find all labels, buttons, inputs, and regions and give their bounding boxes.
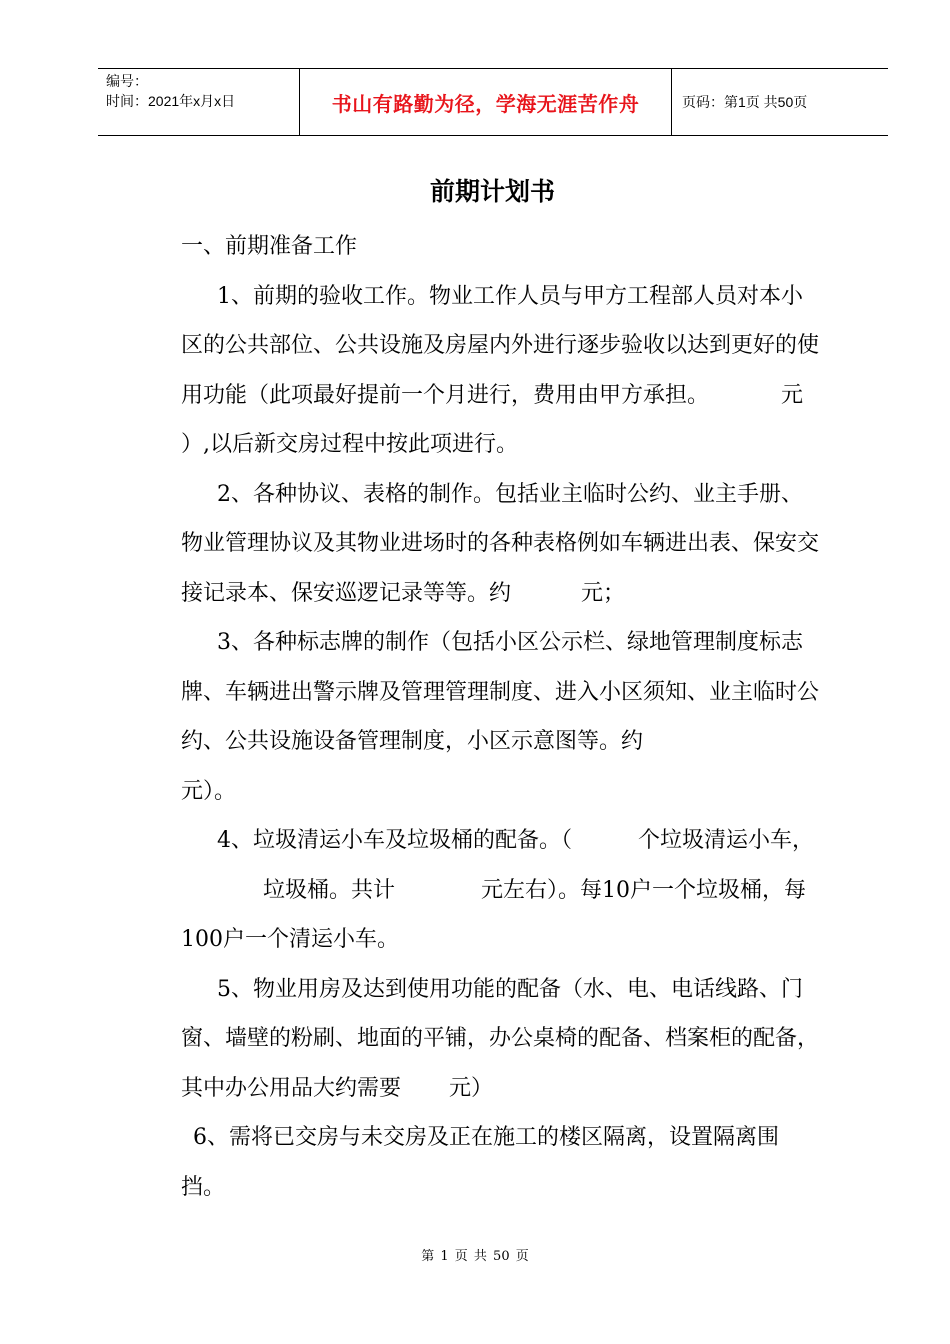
item2-text-a: 2、各种协议、表格的制作。包括业主临时公约、业主手册、物业管理协议及其物业进场时的各种表格例如车辆进出表、保安交接记录本、保安巡逻记录等等。约 xyxy=(181,481,820,606)
page-info-text: 页码：第1页 共50页 xyxy=(682,94,808,110)
date-label: 时间：2021年x月x日 xyxy=(106,93,236,109)
item2-text-b: 元； xyxy=(581,580,626,606)
item5-text-a: 5、物业用房及达到使用功能的配备（水、电、电话线路、门窗、墙壁的粉刷、地面的平铺，办公桌椅的配备、档案柜的配备，其中办公用品大约需要 xyxy=(181,976,820,1101)
page-footer: 第 1 页 共 50 页 xyxy=(421,1249,529,1264)
section-heading: 一、前期准备工作 xyxy=(181,234,358,259)
item5-text-b: 元） xyxy=(449,1075,494,1101)
item6-text: 6、需将已交房与未交房及正在施工的楼区隔离，设置隔离围挡。 xyxy=(181,1125,779,1200)
header-page-info xyxy=(672,69,888,135)
item3-continuation xyxy=(181,767,821,817)
paragraph-item-6 xyxy=(181,1113,821,1212)
item4-text-c: 垃圾桶。共计 xyxy=(263,877,396,903)
paragraph-item-5 xyxy=(181,965,821,1114)
header-meta xyxy=(98,69,300,135)
item1-text-b: 元 ）,以后新交房过程中按此项进行。 xyxy=(181,382,804,457)
header-motto-cell xyxy=(300,69,672,135)
item1-text-a: 1、前期的验收工作。物业工作人员与甲方工程部人员对本小区的公共部位、公共设施及房屋内外进行逐步验收以达到更好的使用功能（此项最好提前一个月进行，费用由甲方承担。 xyxy=(181,283,820,408)
paragraph-item-4 xyxy=(181,816,821,965)
page-header xyxy=(98,68,888,136)
item3-text-a: 3、各种标志牌的制作（包括小区公示栏、绿地管理制度标志牌、车辆进出警示牌及管理管理制度、进入小区须知、业主临时公约、公共设施设备管理制度，小区示意图等。约 xyxy=(181,630,820,754)
item3-text-b: 元）。 xyxy=(181,778,237,804)
paragraph-item-3 xyxy=(181,618,821,767)
item4-text-b: 个垃圾清运小车， xyxy=(638,828,815,853)
paragraph-item-2 xyxy=(181,470,821,619)
paragraph-item-1 xyxy=(181,272,821,470)
item4-text-a: 4、垃圾清运小车及垃圾桶的配备。（ xyxy=(217,828,572,853)
document-body xyxy=(181,222,821,1212)
item4-text-d: 元左右）。每10户一个垃圾桶，每100户一个清运小车。 xyxy=(181,877,807,952)
header-motto: 书山有路勤为径，学海无涯苦作舟 xyxy=(331,91,640,116)
document-title: 前期计划书 xyxy=(429,177,555,206)
serial-label: 编号： xyxy=(106,73,148,89)
